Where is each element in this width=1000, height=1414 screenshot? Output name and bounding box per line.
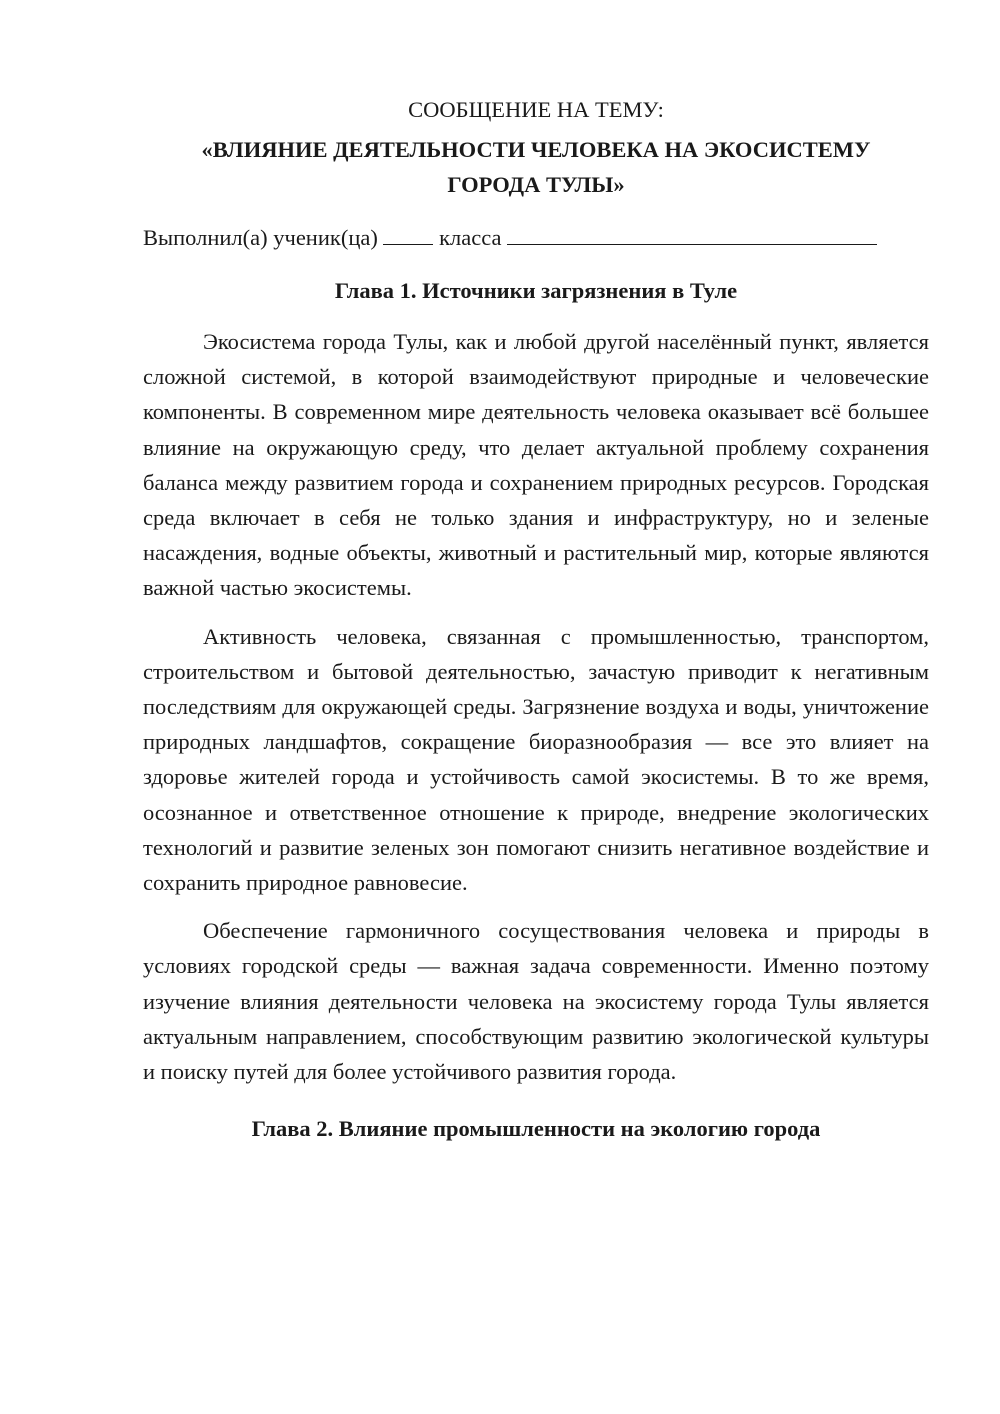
chapter-2-heading: Глава 2. Влияние промышленности на экологию города bbox=[251, 1116, 821, 1142]
class-label: класса bbox=[433, 225, 508, 250]
chapter-1-heading: Глава 1. Источники загрязнения в Туле bbox=[334, 278, 738, 303]
document-title-line-2: ГОРОДА ТУЛЫ» bbox=[447, 172, 625, 197]
student-name-blank bbox=[507, 243, 877, 245]
chapter-1-paragraph-2: Активность человека, связанная с промышленностью, транспортом, строительством и бытовой деятельностью, зачастую приводит к негативным последствиям для окружающей среды. Загрязнение воздуха и воды, уничтожение природных ландшафтов, сокращение биоразнообразия — все это влияет на здоровье жителей города и устойчивость самой экосистемы. В то же время, осознанное и ответственное отношение к природе, внедрение экологических технологий и развитие зеленых зон помогают снизить негативное воздействие и сохранить природное равновесие. bbox=[143, 623, 929, 896]
class-number-blank bbox=[383, 243, 433, 245]
chapter-1-paragraph-3: Обеспечение гармоничного сосуществования человека и природы в условиях городской среды — важная задача современности. Именно поэтому изучение влияния деятельности человека на экосистему города Тулы является актуальным направлением, способствующим развитию экологической культуры и поиску путей для более устойчивого развития города. bbox=[143, 918, 929, 1085]
document-title-line-1: «ВЛИЯНИЕ ДЕЯТЕЛЬНОСТИ ЧЕЛОВЕКА НА ЭКОСИСТЕМУ bbox=[201, 137, 871, 162]
document-header-label: СООБЩЕНИЕ НА ТЕМУ: bbox=[408, 97, 664, 122]
author-line bbox=[143, 220, 929, 255]
document-page bbox=[143, 92, 929, 1146]
author-prefix: Выполнил(а) ученик(ца) bbox=[143, 225, 384, 250]
chapter-1-paragraph-1: Экосистема города Тулы, как и любой другой населённый пункт, является сложной системой, в которой взаимодействуют природные и человеческие компоненты. В современном мире деятельность человека оказывает всё большее влияние на окружающую среду, что делает актуальной проблему сохранения баланса между развитием города и сохранением природных ресурсов. Городская среда включает в себя не только здания и инфраструктуру, но и зеленые насаждения, водные объекты, животный и растительный мир, которые являются важной частью экосистемы. bbox=[143, 329, 929, 601]
document-title bbox=[143, 132, 929, 202]
